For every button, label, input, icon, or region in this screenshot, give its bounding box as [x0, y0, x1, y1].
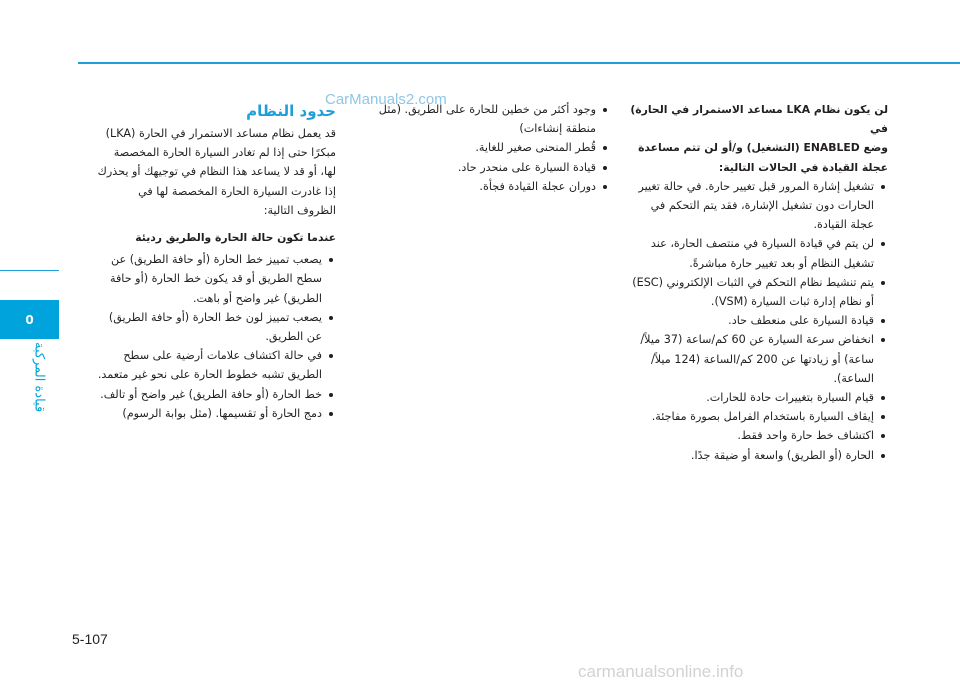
list-item: وجود أكثر من خطين للحارة على الطريق. (مثل منطقة إنشاءات)	[372, 100, 610, 138]
list-item: إيقاف السيارة باستخدام الفرامل بصورة مفاجئة.	[630, 407, 888, 426]
chapter-tab: 0	[0, 300, 59, 339]
list-item: يتم تنشيط نظام التحكم في الثبات الإلكتروني (ESC) أو نظام إدارة ثبات السيارة (VSM).	[630, 273, 888, 311]
column-left	[96, 100, 336, 423]
side-divider	[0, 270, 59, 271]
list-item: يصعب تمييز لون خط الحارة (أو حافة الطريق) عن الطريق.	[96, 308, 336, 346]
list-item: خط الحارة (أو حافة الطريق) غير واضح أو تالف.	[96, 385, 336, 404]
list-item: قيادة السيارة على منعطف حاد.	[630, 311, 888, 330]
watermark-top: CarManuals2.com	[325, 91, 447, 108]
list-item: دمج الحارة أو تقسيمها. (مثل بوابة الرسوم)	[96, 404, 336, 423]
section-title: حدود النظام	[246, 102, 336, 120]
watermark-bottom: carmanualsonline.info	[578, 662, 744, 681]
column-right	[630, 100, 888, 465]
list-item: تشغيل إشارة المرور قبل تغيير حارة. في حالة تغيير الحارات دون تشغيل الإشارة، فقد يتم التحكم في عجلة القيادة.	[630, 177, 888, 235]
list-item: في حالة اكتشاف علامات أرضية على سطح الطريق تشبه خطوط الحارة على نحو غير متعمد.	[96, 346, 336, 384]
section-intro: قد يعمل نظام مساعد الاستمرار في الحارة (LKA) مبكرًا حتى إذا لم تغادر السيارة الحارة المخصصة لها، أو قد لا يساعد هذا النظام في توجيهك أو يحذرك إذا غادرت السيارة الحارة المخصصة لها في الظروف التالية:	[97, 127, 336, 217]
list-item: قيادة السيارة على منحدر حاد.	[372, 158, 610, 177]
header-divider	[78, 62, 960, 64]
list-item: لن يتم في قيادة السيارة في منتصف الحارة، عند تشغيل النظام أو بعد تغيير حارة مباشرةً.	[630, 234, 888, 272]
page-number: 5-107	[72, 631, 108, 647]
list-item: قُطر المنحنى صغير للغاية.	[372, 138, 610, 157]
conditions-list	[630, 177, 888, 465]
conditions-heading-line-3: عجلة القيادة في الحالات التالية:	[718, 160, 888, 174]
list-item: انخفاض سرعة السيارة عن 60 كم/ساعة (37 ميلاً/ساعة) أو زيادتها عن 200 كم/الساعة (124 ميلاً/الساعة).	[630, 330, 888, 388]
conditions-heading-line-2: وضع ENABLED (التشغيل) و/أو لن تتم مساعدة	[638, 141, 888, 155]
chapter-label: قيادة المركبة	[31, 341, 47, 413]
conditions-list-continued	[372, 100, 610, 196]
limitations-list	[96, 250, 336, 423]
list-item: يصعب تمييز خط الحارة (أو حافة الطريق) عن سطح الطريق أو قد يكون خط الحارة (أو حافة الطريق) غير واضح أو باهت.	[96, 250, 336, 308]
column-middle	[372, 100, 610, 196]
list-item: دوران عجلة القيادة فجأة.	[372, 177, 610, 196]
conditions-heading-line-1: لن يكون نظام LKA مساعد الاستمرار في الحارة) في	[630, 103, 888, 136]
subheading: عندما تكون حالة الحارة والطريق رديئة	[135, 231, 336, 245]
list-item: اكتشاف خط حارة واحد فقط.	[630, 426, 888, 445]
list-item: قيام السيارة بتغييرات حادة للحارات.	[630, 388, 888, 407]
list-item: الحارة (أو الطريق) واسعة أو ضيقة جدًا.	[630, 446, 888, 465]
